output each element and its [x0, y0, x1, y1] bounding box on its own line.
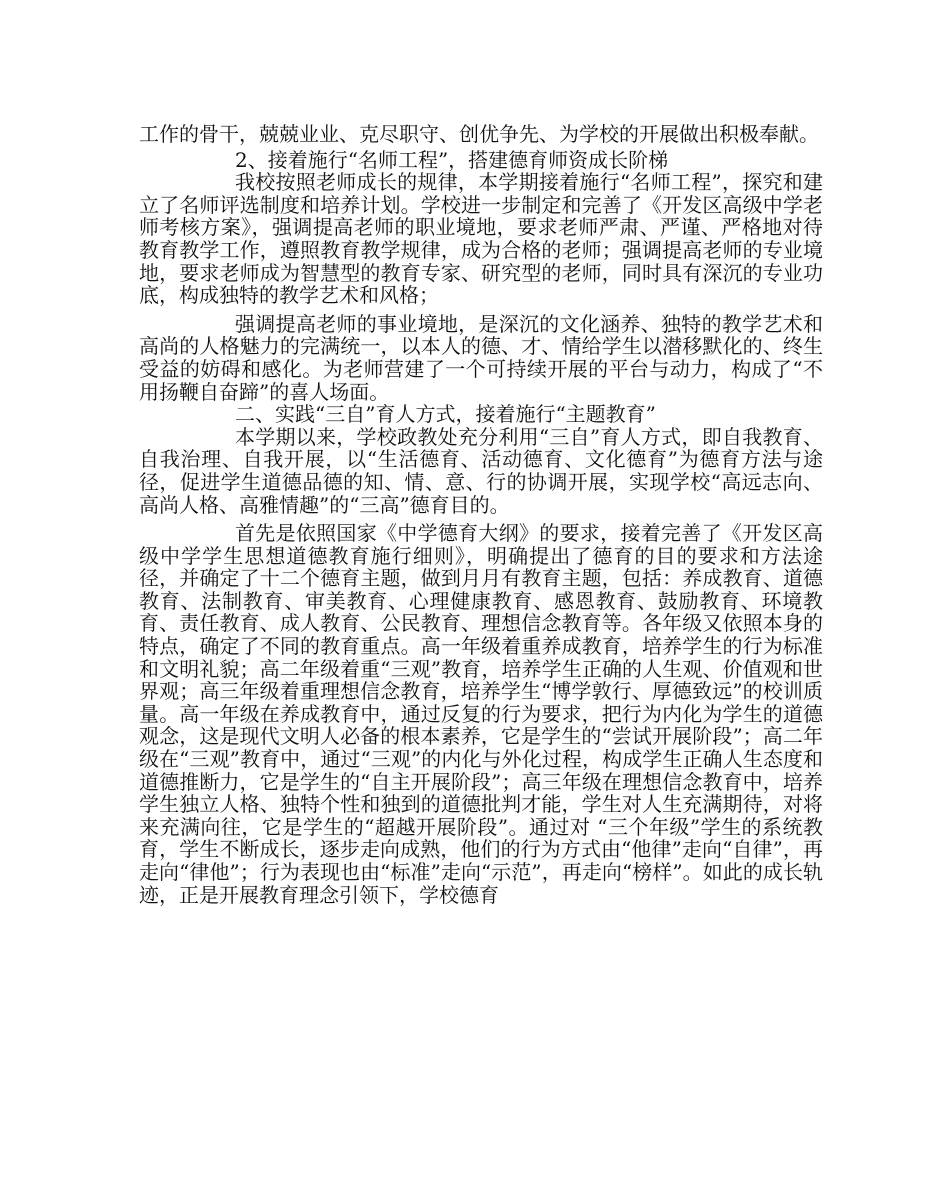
- section-heading-famous-teacher: 2、接着施行“名师工程”，搭建德育师资成长阶梯: [235, 147, 669, 172]
- paragraph-career-realm: 强调提高老师的事业境地，是深沉的文化涵养、独特的教学艺术和高尚的人格魅力的完满统一，以本人的德、才、情给学生以潜移默化的、终生受益的妨碍和感化。为老师营建了一个可持续开展的平台与动力，构成了“不用扬鞭自奋蹄”的喜人场面。: [139, 311, 823, 404]
- paragraph-moral-education: 首先是依照国家《中学德育大纲》的要求，接着完善了《开发区高级中学学生思想道德教育施行细则》，明确提出了德育的目的要求和方法途径，并确定了十二个德育主题，做到月月有教育主题，包括：养成教育、道德教育、法制教育、审美教育、心理健康教育、感恩教育、鼓励教育、环境教育、责任教育、成人教育、公民教育、理想信念教育等。各年级又依照本身的特点，确定了不同的教育重点。高一年级着重养成教育，培养学生的行为标准和文明礼貌；高二年级着重“三观”教育，培养学生正确的人生观、价值观和世界观；高三年级着重理想信念教育，培养学生“博学敦行、厚德致远”的校训质量。高一年级在养成教育中，通过反复的行为要求，把行为内化为学生的道德观念，这是现代文明人必备的根本素养，它是学生的“尝试开展阶段”；高二年级在“三观”教育中，通过“三观”的内化与外化过程，构成学生正确人生态度和道德推断力，它是学生的“自主开展阶段”；高三年级在理想信念教育中，培养学生独立人格、独特个性和独到的道德批判才能，学生对人生充满期待，对将来充满向往，它是学生的“超越开展阶段”。通过对 “三个年级”学生的系统教育，学生不断成长，逐步走向成熟，他们的行为方式由“他律”走向“自律”，再走向“律他”；行为表现也由“标准”走向“示范”，再走向“榜样”。如此的成长轨迹，正是开展教育理念引领下，学校德育: [139, 521, 823, 907]
- paragraph-continuation: 工作的骨干，兢兢业业、克尽职守、创优争先、为学校的开展做出积极奉献。: [139, 122, 819, 146]
- document-body: [139, 123, 823, 906]
- paragraph-famous-teacher: 我校按照老师成长的规律，本学期接着施行“名师工程”，探究和建立了名师评选制度和培养计划。学校进一步制定和完善了《开发区高级中学老师考核方案》，强调提高老师的职业境地，要求老师严肃、严谨、严格地对待教育教学工作，遵照教育教学规律，成为合格的老师；强调提高老师的专业境地，要求老师成为智慧型的教育专家、研究型的老师，同时具有深沉的专业功底，构成独特的教学艺术和风格；: [139, 170, 823, 308]
- paragraph-three-self: 本学期以来，学校政教处充分利用“三自”育人方式，即自我教育、自我治理、自我开展，以“生活德育、活动德育、文化德育”为德育方法与途径，促进学生道德品德的知、情、意、行的协调开展，实现学校“高远志向、高尚人格、高雅情趣”的“三高”德育目的。: [139, 424, 823, 517]
- section-heading-three-self: 二、实践“三自”育人方式，接着施行“主题教育”: [235, 402, 656, 427]
